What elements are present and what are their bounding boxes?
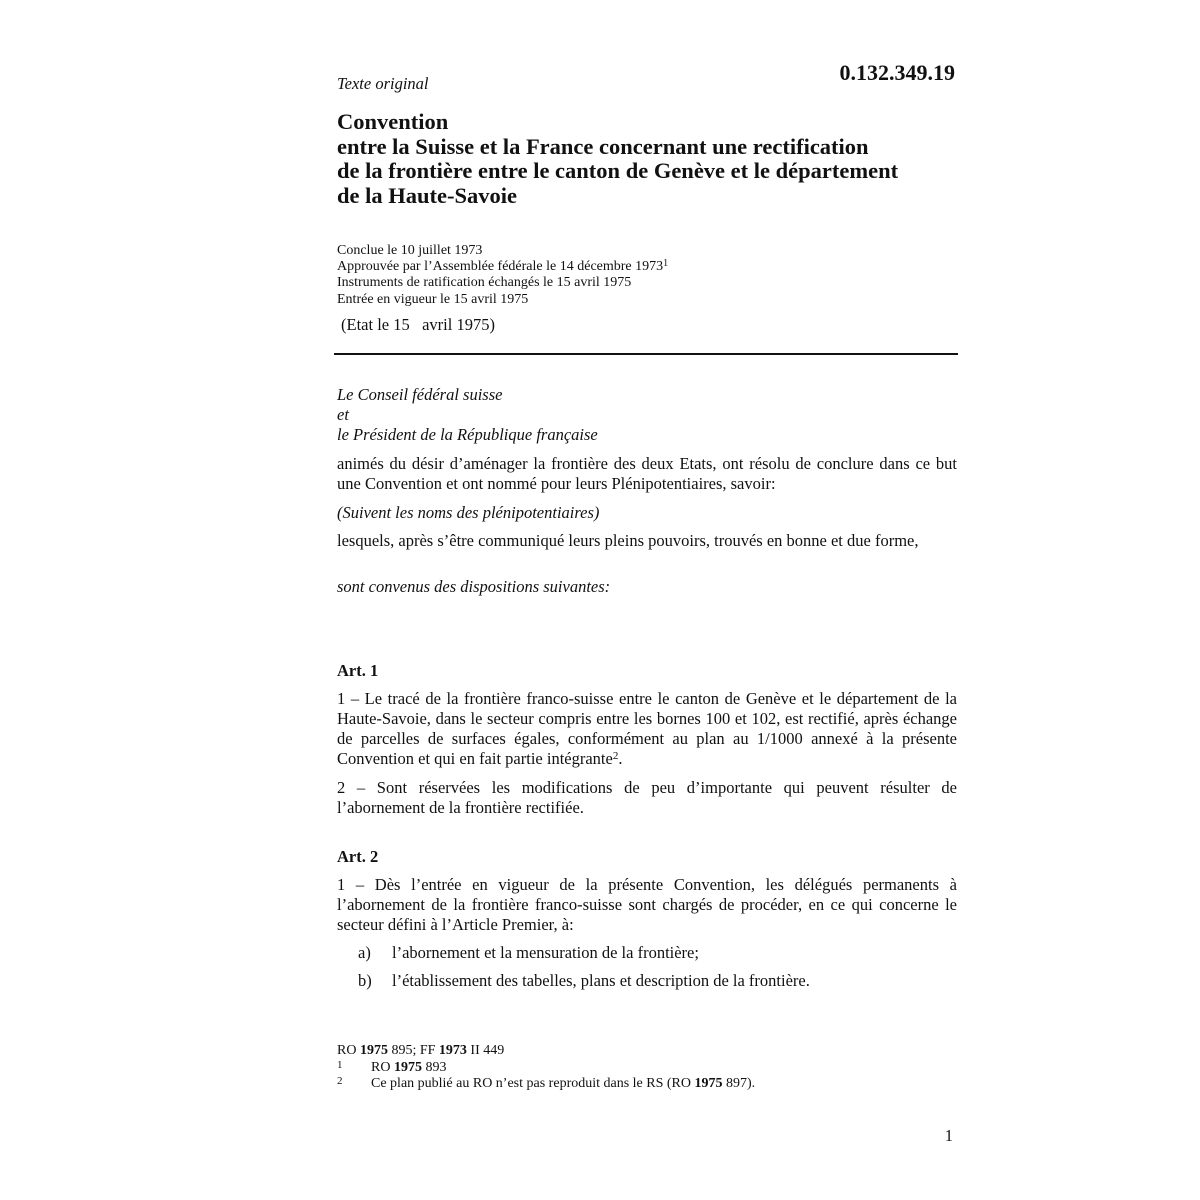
footnote-ref-2[interactable]: 2 (612, 750, 619, 762)
fn-year: 1975 (359, 1043, 388, 1058)
preamble-paragraph-1: animés du désir d’aménager la frontière des deux Etats, ont résolu de conclure dans ce but une Convention et ont nommé pour leurs Plénipotentiaires, savoir: (337, 454, 957, 493)
footnotes (337, 1043, 755, 1093)
title-line: de la Haute-Savoie (337, 182, 517, 208)
title-line: entre la Suisse et la France concernant une rectification (337, 133, 869, 159)
fn-text: II 449 (466, 1043, 505, 1058)
list-marker: b) (358, 971, 372, 990)
footnote-2: 2 Ce plan publié au RO n’est pas reproduit dans le RS (RO 1975 897). (337, 1075, 756, 1091)
party-swiss: Le Conseil fédéral suisse (337, 385, 503, 404)
meta-approuvee-text: Approuvée par l’Assemblée fédérale le 14 décembre 1973 (337, 259, 664, 275)
header-divider (334, 353, 958, 355)
party-france: le Président de la République française (337, 425, 598, 444)
fn-text: 893 (421, 1059, 447, 1075)
texte-original-label: Texte original (337, 74, 429, 93)
fn-text: 895; FF (387, 1043, 439, 1058)
article-1-paragraph-1 (337, 689, 957, 769)
meta-instruments: Instruments de ratification échangés le 15 avril 1975 (337, 275, 632, 291)
preamble-paragraph-2: lesquels, après s’être communiqué leurs pleins pouvoirs, trouvés en bonne et due forme, (337, 531, 919, 550)
page-number: 1 (944, 1126, 953, 1145)
fn-year: 1975 (393, 1059, 422, 1075)
fn-text: Ce plan publié au RO n’est pas reproduit dans le RS (RO (371, 1076, 695, 1091)
article-1-heading: Art. 1 (337, 661, 379, 680)
list-item-text: l’établissement des tabelles, plans et description de la frontière. (392, 971, 810, 990)
fn-year: 1973 (438, 1043, 467, 1058)
title-line: de la frontière entre le canton de Genève et le département (337, 158, 899, 183)
list-item-text: l’abornement et la mensuration de la frontière; (392, 943, 699, 962)
article-1-paragraph-1-end: . (618, 749, 623, 768)
fn-year: 1975 (694, 1076, 723, 1091)
meta-conclue: Conclue le 10 juillet 1973 (337, 243, 483, 258)
title-line: Convention (337, 109, 449, 134)
preamble-sont-convenus: sont convenus des dispositions suivantes: (337, 577, 611, 596)
article-1-paragraph-1-text: 1 – Le tracé de la frontière franco-suisse entre le canton de Genève et le département de la Haute-Savoie, dans le secteur compris entre les bornes 100 et 102, est rectifié, après échange de parcelles de surfaces égales, conformément au plan au 1/1000 annexé à la présente Convention et qui en fait partie intégrante (337, 689, 957, 768)
document-metadata (337, 243, 668, 308)
footnote-ref-1[interactable]: 1 (663, 258, 669, 270)
preamble-suivent: (Suivent les noms des plénipotentiaires) (337, 503, 600, 522)
document-page (337, 0, 957, 1200)
list-marker: a) (358, 943, 371, 962)
footnote-1: 1 RO 1975 893 (337, 1058, 447, 1075)
article-1-paragraph-2: 2 – Sont réservées les modifications de peu d’importante qui peuvent résulter de l’abornement de la frontière rectifiée. (337, 778, 957, 817)
fn-text: 897). (722, 1076, 756, 1091)
article-2-paragraph-1: 1 – Dès l’entrée en vigueur de la présente Convention, les délégués permanents à l’abornement de la frontière franco-suisse sont chargés de procéder, en ce qui concerne le secteur défini à l’Article Premier, à: (337, 875, 957, 934)
source-footnote (337, 1043, 755, 1060)
fn-text: RO (337, 1043, 360, 1058)
party-conjunction: et (337, 405, 349, 424)
etat-date: (Etat le 15 avril 1975) (341, 315, 495, 334)
fn-text: RO (371, 1059, 394, 1075)
list-item (358, 971, 810, 991)
sr-number: 0.132.349.19 (839, 60, 955, 85)
meta-approuvee (337, 259, 668, 275)
meta-entree: Entrée en vigueur le 15 avril 1975 (337, 291, 529, 307)
article-2-heading: Art. 2 (337, 847, 379, 866)
list-item (358, 943, 699, 963)
document-title (337, 110, 898, 208)
